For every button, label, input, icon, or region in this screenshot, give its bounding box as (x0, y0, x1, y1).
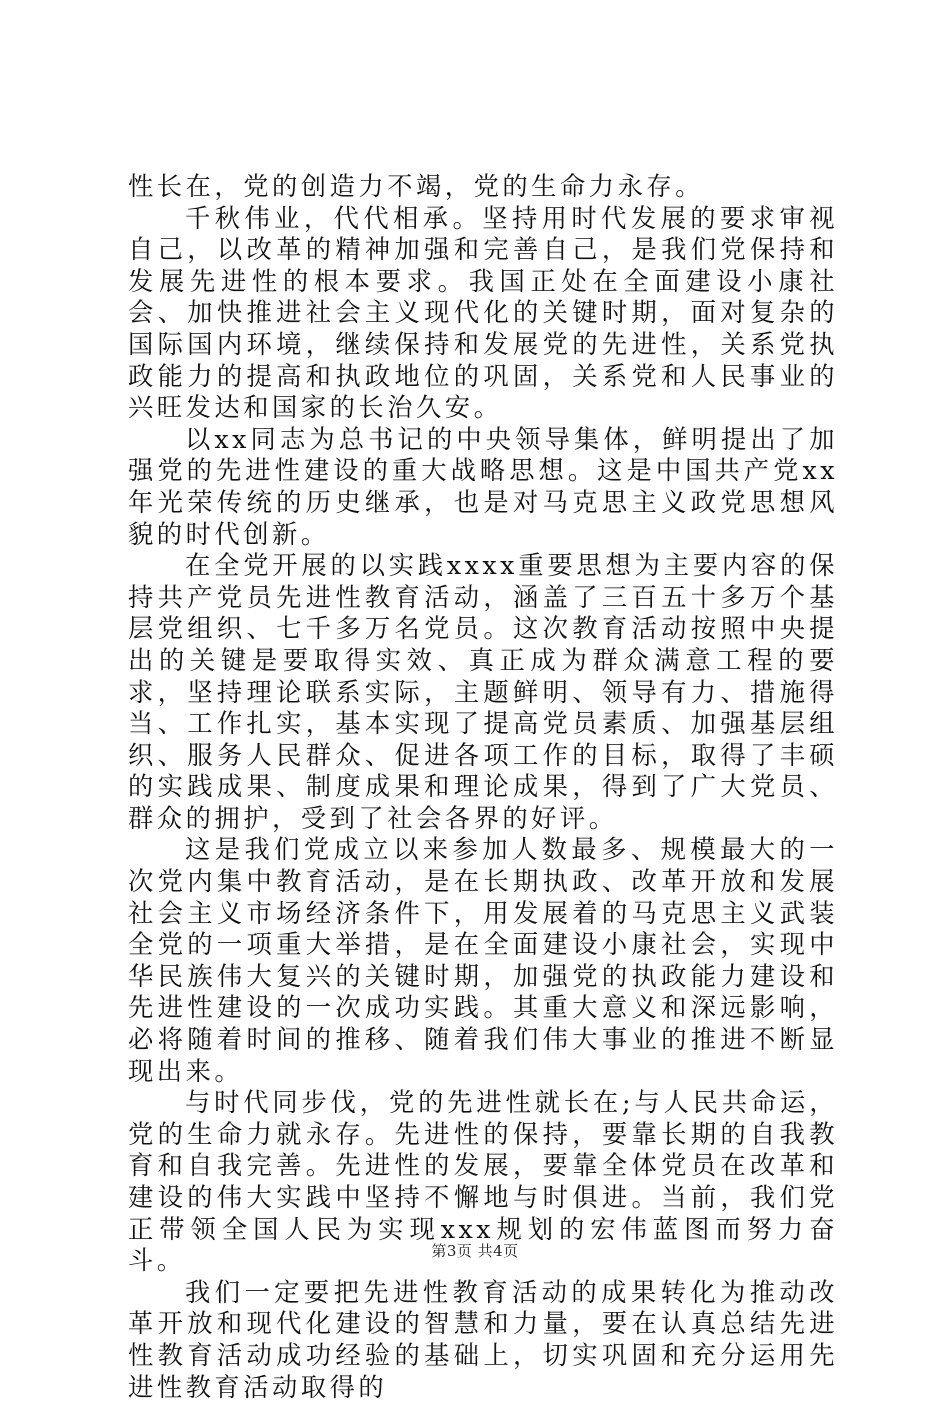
paragraph-5: 这是我们党成立以来参加人数最多、规模最大的一次党内集中教育活动，是在长期执政、改革开放和发展社会主义市场经济条件下，用发展着的马克思主义武装全党的一项重大举措，是在全面建设小康社会，实现中华民族伟大复兴的关键时期，加强党的执政能力建设和先进性建设的一次成功实践。其重大意义和深远影响，必将随着时间的推移、随着我们伟大事业的推进不断显现出来。 (128, 835, 838, 1086)
document-body (128, 171, 838, 1403)
paragraph-7: 我们一定要把先进性教育活动的成果转化为推动改革开放和现代化建设的智慧和力量，要在认真总结先进性教育活动成功经验的基础上，切实巩固和充分运用先进性教育活动取得的 (128, 1277, 838, 1402)
paragraph-3: 以xx同志为总书记的中央领导集体，鲜明提出了加强党的先进性建设的重大战略思想。这是中国共产党xx年光荣传统的历史继承，也是对马克思主义政党思想风貌的时代创新。 (128, 424, 838, 549)
paragraph-1: 性长在，党的创造力不竭，党的生命力永存。 (128, 172, 704, 201)
paragraph-6: 与时代同步伐，党的先进性就长在;与人民共命运，党的生命力就永存。先进性的保持，要靠长期的自我教育和自我完善。先进性的发展，要靠全体党员在改革和建设的伟大实践中坚持不懈地与时俱进。当前，我们党正带领全国人民为实现xxx规划的宏伟蓝图而努力奋斗。 (128, 1088, 838, 1276)
paragraph-4: 在全党开展的以实践xxxx重要思想为主要内容的保持共产党员先进性教育活动，涵盖了三百五十多万个基层党组织、七千多万名党员。这次教育活动按照中央提出的关键是要取得实效、真正成为群众满意工程的要求，坚持理论联系实际，主题鲜明、领导有力、措施得当、工作扎实，基本实现了提高党员素质、加强基层组织、服务人民群众、促进各项工作的目标，取得了丰硕的实践成果、制度成果和理论成果，得到了广大党员、群众的拥护，受到了社会各界的好评。 (128, 551, 838, 833)
paragraph-2: 千秋伟业，代代相承。坚持用时代发展的要求审视自己，以改革的精神加强和完善自己，是我们党保持和发展先进性的根本要求。我国正处在全面建设小康社会、加快推进社会主义现代化的关键时期，面对复杂的国际国内环境，继续保持和发展党的先进性，关系党执政能力的提高和执政地位的巩固，关系党和人民事业的兴旺发达和国家的长治久安。 (128, 203, 838, 423)
page-number-footer: 第3页 共4页 (431, 1242, 519, 1260)
